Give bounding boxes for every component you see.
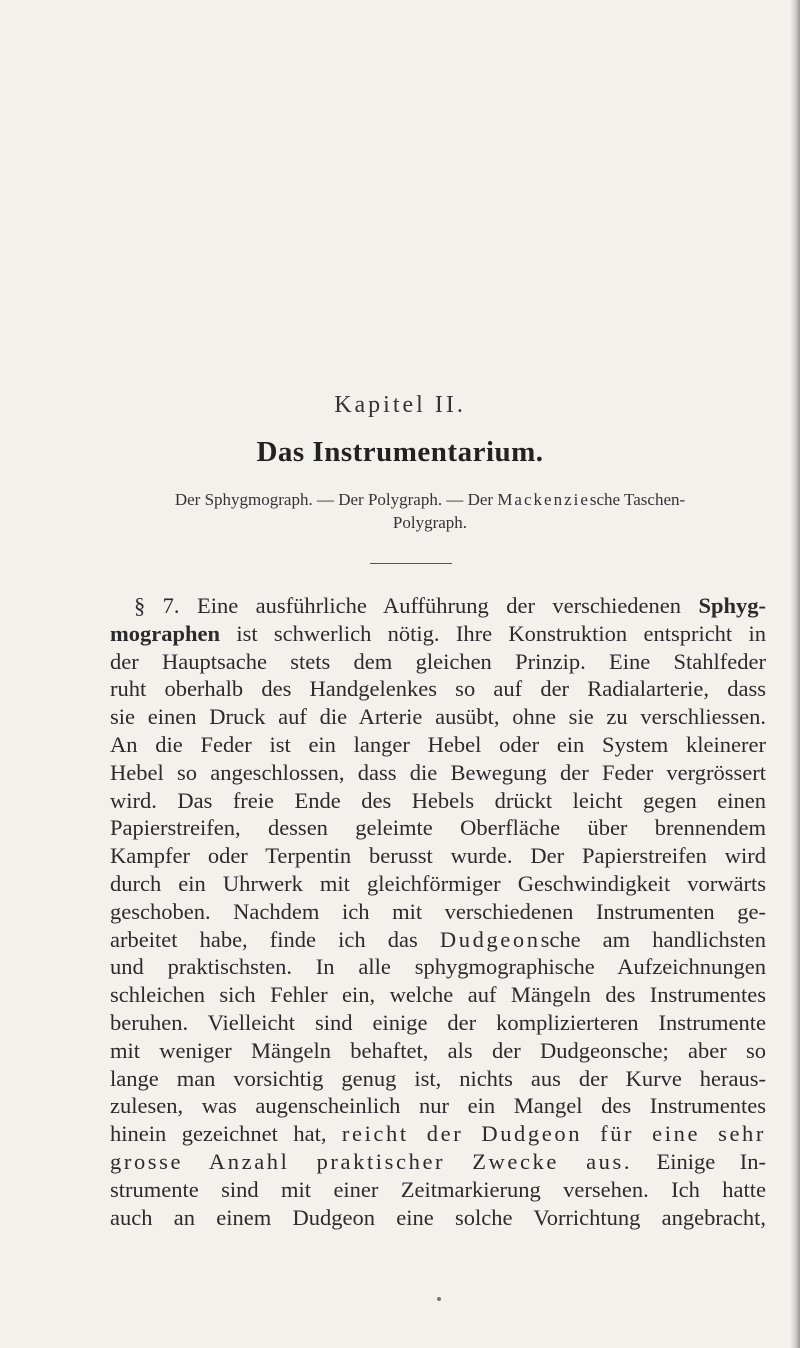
summary-name-spaced: Mackenzie	[497, 490, 590, 509]
text-line	[110, 1148, 766, 1176]
text-line: strumente sind mit einer Zeitmarkierung versehen. Ich hatte	[110, 1176, 766, 1202]
spaced-emphasis: grosse Anzahl praktischer Zwecke aus.	[110, 1148, 633, 1174]
chapter-label: Kapitel II.	[334, 392, 466, 418]
chapter-title: Das Instrumentarium.	[256, 436, 544, 468]
text-line: An die Feder ist ein langer Hebel oder ein System kleinerer	[110, 731, 766, 757]
text-line: durch ein Uhrwerk mit gleichförmiger Geschwindigkeit vorwärts	[110, 870, 766, 896]
text-line: wird. Das freie Ende des Hebels drückt leicht gegen einen	[110, 787, 766, 813]
ink-speck	[437, 1297, 441, 1301]
text-run: sche am handlichsten	[540, 926, 767, 952]
summary-text: Der Sphygmograph. — Der Polygraph. — Der	[174, 490, 498, 509]
bold-term: mographen	[110, 620, 221, 646]
text-run: hinein gezeichnet hat,	[110, 1121, 342, 1147]
bold-term: Sphyg-	[698, 593, 766, 618]
text-run: Einige In-	[632, 1148, 767, 1174]
summary-text-end: sche Taschen-	[589, 490, 686, 509]
text-line: mit weniger Mängeln behaftet, als der Dudgeonsche; aber so	[110, 1037, 766, 1063]
summary-line: Polygraph.	[392, 513, 468, 532]
text-line: und praktischsten. In alle sphygmographische Aufzeichnungen	[110, 954, 766, 980]
text-line: der Hauptsache stets dem gleichen Prinzip. Eine Stahlfeder	[110, 648, 766, 674]
section-divider	[370, 563, 452, 564]
text-line	[110, 926, 766, 954]
text-line: Kampfer oder Terpentin berusst wurde. Der Papierstreifen wird	[110, 843, 766, 869]
text-line	[110, 620, 766, 648]
text-line: ruht oberhalb des Handgelenkes so auf der Radialarterie, dass	[110, 676, 766, 702]
summary-line	[110, 488, 750, 511]
text-line: Papierstreifen, dessen geleimte Oberfläche über brennendem	[110, 815, 766, 841]
text-line: beruhen. Vielleicht sind einige der komplizierteren Instrumente	[110, 1009, 766, 1035]
page-edge-shadow	[790, 0, 800, 1348]
text-line: schleichen sich Fehler ein, welche auf Mängeln des Instrumentes	[110, 982, 766, 1008]
text-line	[110, 1120, 766, 1148]
text-line	[110, 592, 766, 620]
text-line: geschoben. Nachdem ich mit verschiedenen Instrumenten ge-	[110, 898, 766, 924]
text-run: arbeitet habe, finde ich das	[110, 926, 440, 952]
text-line: auch an einem Dudgeon eine solche Vorrichtung angebracht,	[110, 1204, 766, 1230]
spaced-emphasis: reicht der Dudgeon für eine sehr	[341, 1121, 766, 1147]
text-line: lange man vorsichtig genug ist, nichts aus der Kurve heraus-	[110, 1065, 766, 1091]
chapter-summary	[110, 488, 750, 534]
text-line: Hebel so angeschlossen, dass die Bewegung der Feder vergrössert	[110, 759, 766, 785]
text-run: ist schwerlich nötig. Ihre Konstruktion entspricht in	[220, 620, 766, 646]
paragraph-section-7	[110, 592, 766, 1231]
text-line: zulesen, was augenscheinlich nur ein Mangel des Instrumentes	[110, 1093, 766, 1119]
spaced-name: Dudgeon	[439, 926, 541, 952]
text-line: sie einen Druck auf die Arterie ausübt, ohne sie zu verschliessen.	[110, 704, 766, 730]
text-run: § 7. Eine ausführliche Aufführung der verschiedenen	[134, 593, 699, 618]
